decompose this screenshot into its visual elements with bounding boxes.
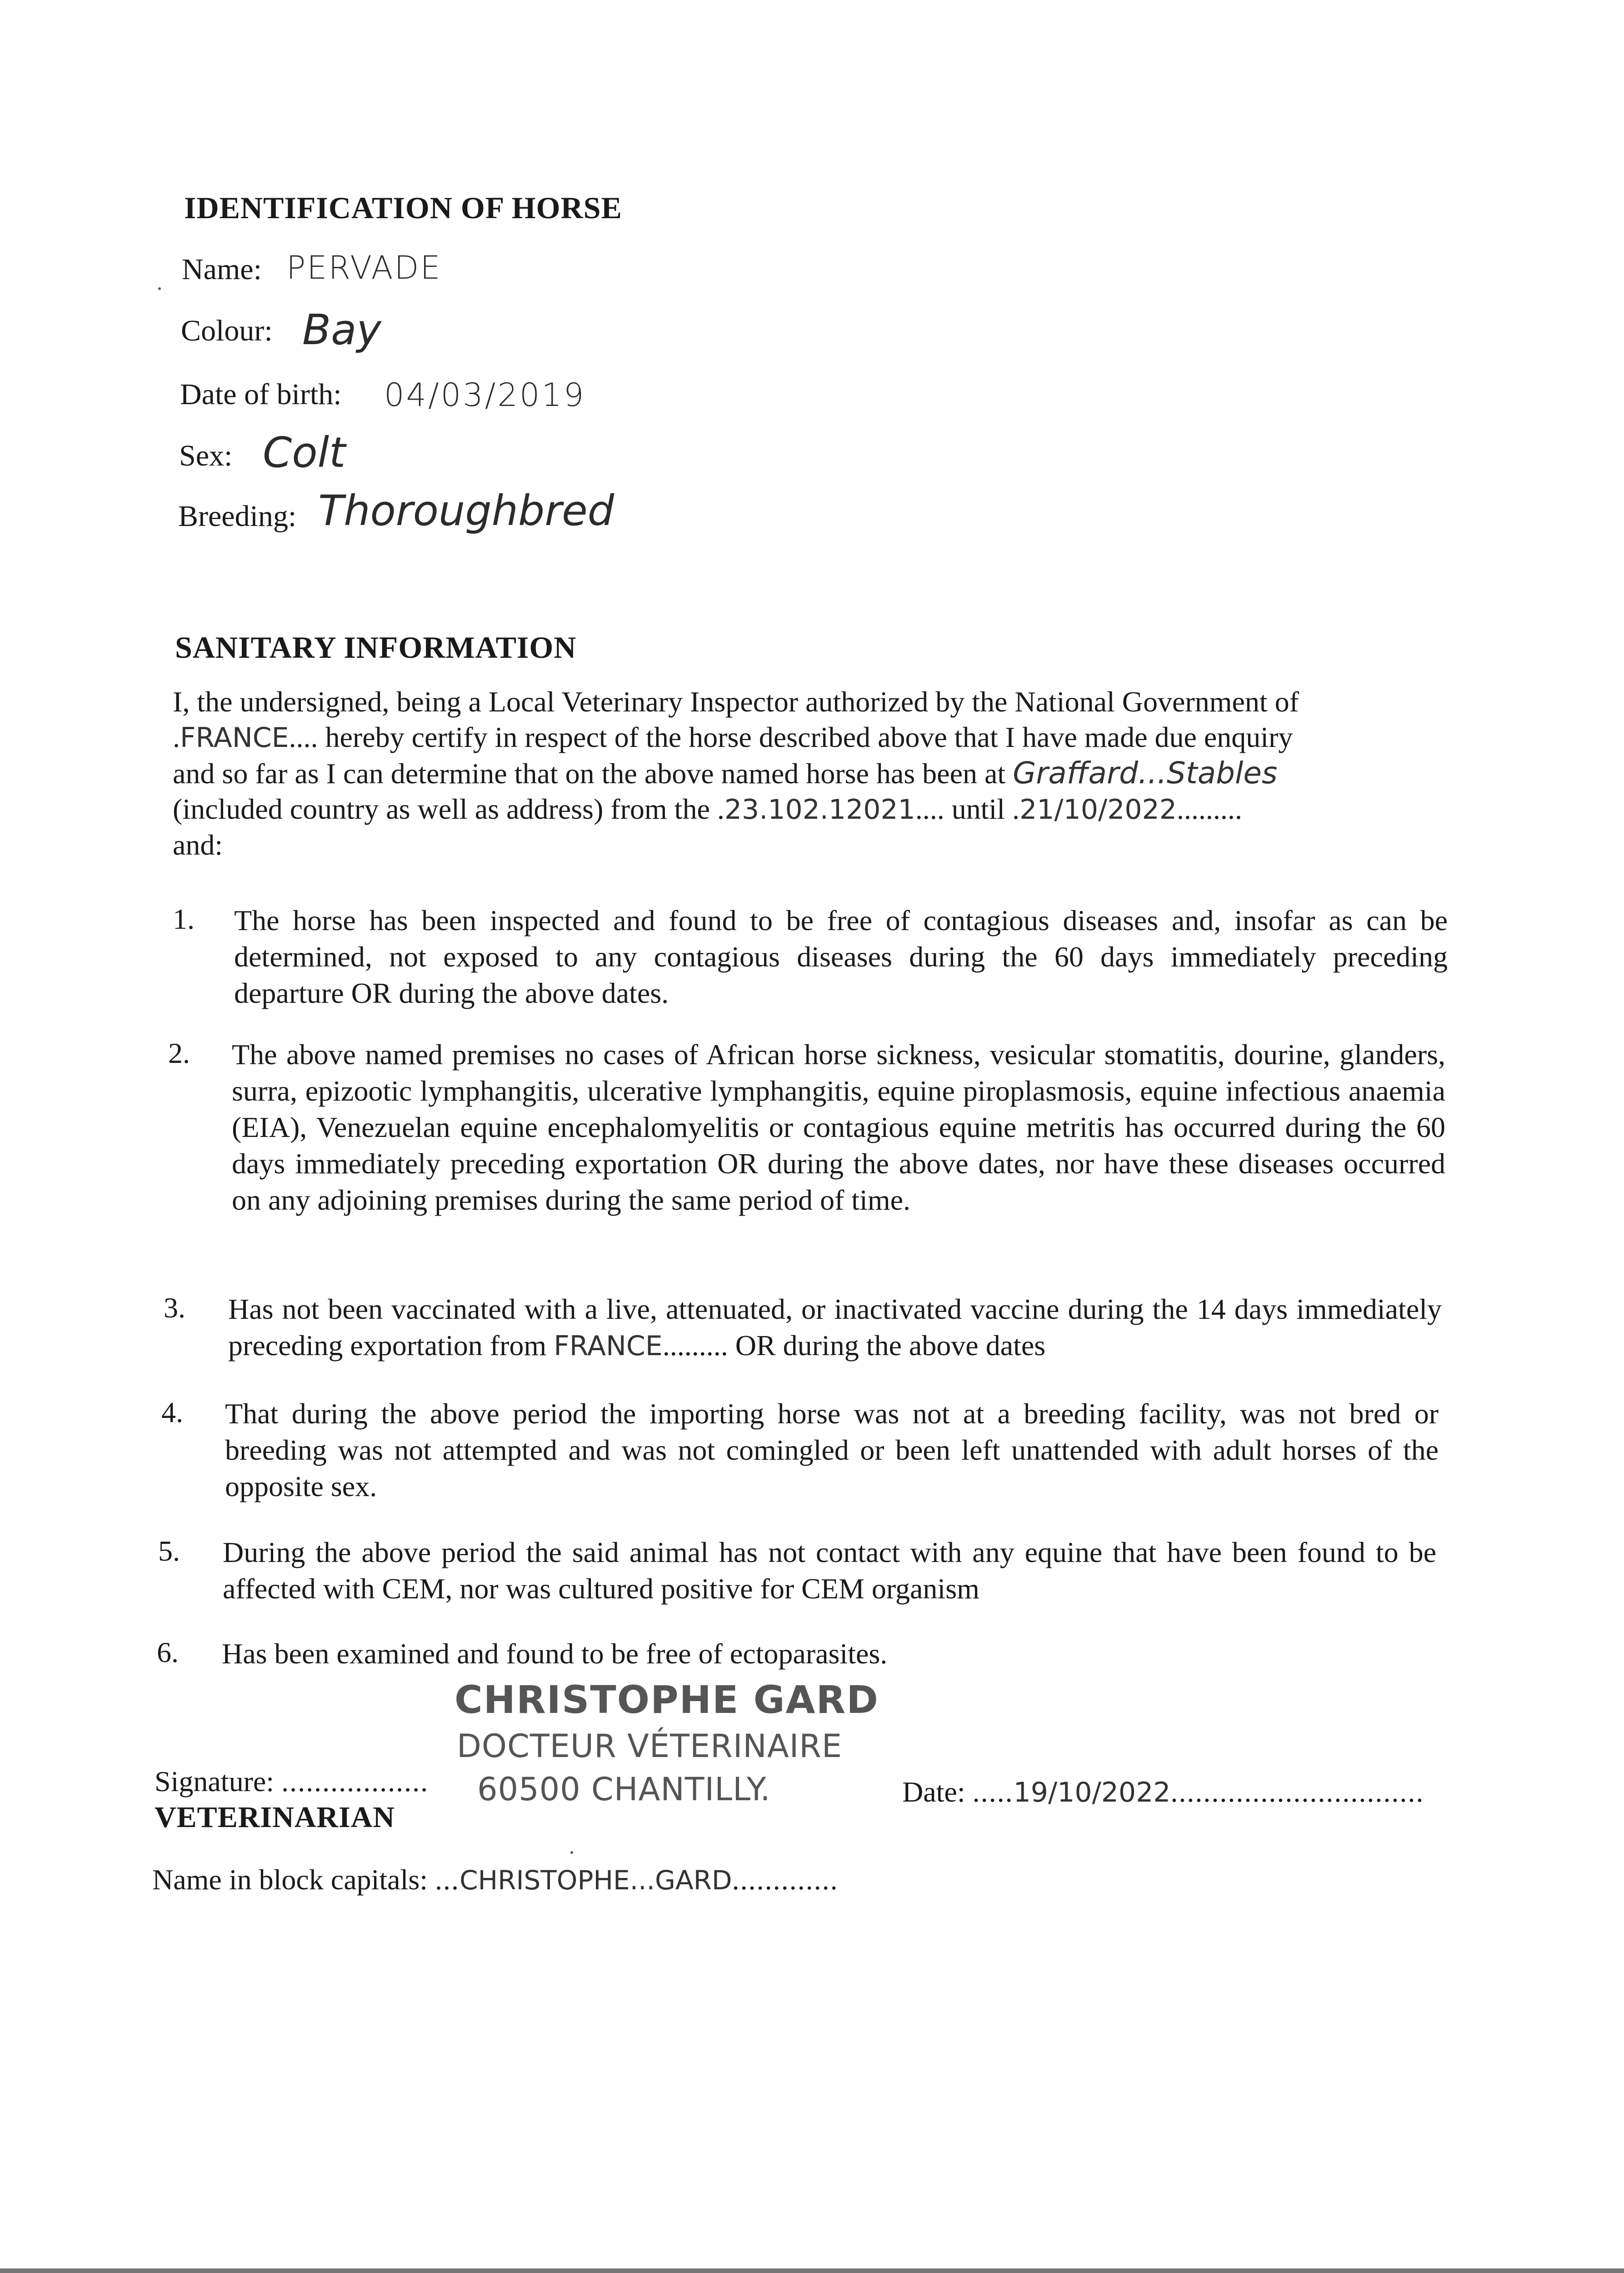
item-2-text: The above named premises no cases of African horse sickness, vesicular stomatitis, dourine, glanders, surra, epizootic lymphangitis, ulcerative lymphangitis, equine piroplasmosis, equine infectious anaemia (EIA), Venezuelan equine encephalomyelitis or contagious equine metritis has occurred during the 60 days immediately preceding exportation OR during the above dates, nor have these diseases occurred on any adjoining premises during the same period of time. [232,1038,1445,1216]
scan-edge-line [0,2268,1624,2273]
item-5-number: 5. [158,1535,180,1567]
item-3-country: FRANCE [554,1330,663,1362]
breeding-label: Breeding: [178,500,297,533]
sex-label: Sex: [179,439,233,472]
colour-label: Colour: [181,314,273,347]
breeding-value: Thoroughbred [318,486,615,535]
block-capitals-label: Name in block capitals: [152,1863,428,1896]
item-5-text: During the above period the said animal has not contact with any equine that have been found to be affected with CEM, nor was cultured positive for CEM organism [223,1536,1436,1605]
scan-speck [158,287,161,290]
intro-premises: Graffard...Stables [1013,756,1278,791]
item-6-number: 6. [157,1636,179,1668]
stamp-title: DOCTEUR VÉTERINAIRE [457,1727,843,1765]
date-value: 19/10/2022 [1013,1777,1171,1808]
date-label: Date: [902,1776,965,1808]
intro-line-5: and: [173,829,223,861]
scan-speck [570,1851,573,1854]
block-capitals-field: Name in block capitals: ...CHRISTOPHE...GARD............. [152,1863,839,1896]
date-field: Date: .....19/10/2022............................... [902,1776,1424,1808]
colour-value: Bay [302,305,381,354]
intro-country: FRANCE [180,722,289,754]
intro-line-1: I, the undersigned, being a Local Veterinary Inspector authorized by the National Government of [173,686,1299,718]
sanitary-intro [173,684,1454,863]
intro-line-3: and so far as I can determine that on the above named horse has been at Graffard...Stables [173,756,1278,791]
intro-line-2: .FRANCE.... hereby certify in respect of the horse described above that I have made due enquiry [173,721,1293,754]
item-6-text: Has been examined and found to be free of ectoparasites. [222,1637,888,1670]
item-2-number: 2. [168,1037,190,1069]
name-label: Name: [182,253,262,286]
stamp-name: CHRISTOPHE GARD [455,1677,879,1722]
signature-dots: .................. [281,1765,429,1797]
item-3-text: Has not been vaccinated with a live, attenuated, or inactivated vaccine during the 14 days immediately preceding exportation from FRANCE......... OR during the above dates [228,1293,1442,1362]
block-capitals-value: CHRISTOPHE...GARD [460,1865,732,1896]
stamp-address: 60500 CHANTILLY. [477,1771,771,1808]
signature-label: Signature: .................. [155,1765,429,1797]
veterinarian-heading: VETERINARIAN [155,1801,395,1834]
item-1-number: 1. [173,903,195,935]
item-4-number: 4. [161,1396,183,1428]
item-4-text: That during the above period the importing horse was not at a breeding facility, was not bred or breeding was not attempted and was not comingled or been left unattended with adult horses of the opposite sex. [225,1397,1439,1502]
dob-value: 04/03/2019 [384,376,586,414]
intro-from-date: 23.102.12021 [724,794,915,826]
item-1-text: The horse has been inspected and found to be free of contagious diseases and, insofar as can be determined, not exposed to any contagious diseases during the 60 days immediately preceding departure OR during the above dates. [234,904,1448,1009]
sanitary-heading: SANITARY INFORMATION [175,630,577,665]
dob-label: Date of birth: [180,378,342,411]
item-3-number: 3. [164,1292,185,1324]
intro-until-date: 21/10/2022 [1019,794,1177,826]
name-value: PERVADE [286,249,442,286]
identification-heading: IDENTIFICATION OF HORSE [184,190,622,225]
sex-value: Colt [263,428,346,477]
intro-line-4: (included country as well as address) from the .23.102.12021.... until .21/10/2022......... [173,793,1242,826]
